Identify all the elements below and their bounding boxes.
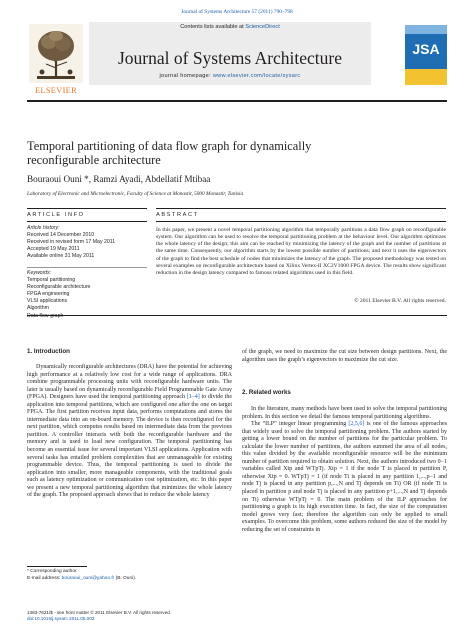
issn-line: 1383-7621/$ - see front matter © 2011 Elsevier B.V. All rights reserved. <box>27 610 172 615</box>
intro-text-part: to divide the application into temporal partitions, which are configured one after the one on target FPGA. The first partition receives input data, performs computations and stores the intermediate data into an on-board memory. The device is then reconfigured for the next partition, which computes results based on intermediate data from the previous partition. A controller interacts with both the reconfigurable hardware and the memory and is used to load new configuration. The temporal partitioning has become an essential issue for several important VLSI applications. Application with several tasks has entailed problem complexities that are unmanageable for existing programmable device. Thus, the temporal partitioning is used to divide the application into smaller, more manageable components, with the traditional goals such as latency optimization or communication cost optimization, etc. In this paper we present a new temporal partitioning algorithm that minimizes the whole latency of the graph. The proposed approach shows that to reduce the whole latency <box>27 394 232 499</box>
contents-prefix: Contents lists available at <box>180 24 246 30</box>
cover-title: JSA <box>412 41 440 57</box>
introduction-text <box>27 364 232 500</box>
journal-reference: Journal of Systems Architecture 57 (2011) 790–798 <box>181 9 293 15</box>
intro-continuation: of the graph, we need to maximize the cut size between design partitions. Next, the algorithm uses the graph’s eigenvectors to maximize the cut size. <box>242 349 447 363</box>
journal-homepage <box>89 73 371 79</box>
keywords-label: Keywords: <box>27 270 52 276</box>
citation-link[interactable]: [1–4] <box>186 394 200 401</box>
abstract-top-rule <box>156 208 446 209</box>
related-text-part: is one of the famous approaches that widely used to solve the temporal partitioning problem. The authors started by getting a lower bound on the number of partitions for the particular problem. To calculate the lower number of partitions, the authors summed the area of all nodes, this value divided by the available reconfigurable resource will be the minimum number of partition required to obtain solution. Next, the authors introduced two 0−1 variables called Xtp and WTpTj. Xtp = 1 if the node T is placed in partition P, otherwise Xtp = 0. WTpTj = 1 (if node Ti is placed in any partition 1,...,p−1 and node Tj is placed in any partition p,...,N and Tj depends on Ti) OR (if node Ti is placed in partition p and node Tj is placed in any partition p+1,...,N and Tj depends on Ti) otherwise WTpTj = 0. The main problem of the ILP approaches for partitioning a graph is its high execution time. In fact, the size of the computation model grows very fast; therefore the algorithm can only be applied to small examples. To overcome this problem, some authors reduced the size of the model by reducing the set of constraints in <box>242 421 447 533</box>
section-heading-related-works: 2. Related works <box>242 389 291 396</box>
related-text-part: The “ILP” integer linear programming <box>251 421 349 428</box>
keywords-rule <box>27 267 147 268</box>
front-matter-divider <box>27 315 447 316</box>
keywords-block <box>27 270 147 320</box>
article-history <box>27 225 147 260</box>
history-item: Received 14 December 2010 <box>27 232 95 239</box>
abstract-sub-rule <box>156 221 446 222</box>
article-info-label: ARTICLE INFO <box>27 212 85 218</box>
elsevier-tree-logo <box>27 22 85 85</box>
email-suffix: (B. Ouni). <box>114 575 137 581</box>
footnote <box>27 569 232 582</box>
affiliation: Laboratory of Electronic and Microelectronic, Faculty of Science at Monastir, 5000 Monastir, Tunisia <box>27 191 244 197</box>
elsevier-wordmark: ELSEVIER <box>35 86 77 95</box>
related-works-text <box>242 406 447 534</box>
homepage-link[interactable]: www.elsevier.com/locate/sysarc <box>212 73 301 79</box>
keyword: Reconfigurable architecture <box>27 284 91 291</box>
article-title: Temporal partitioning of data flow graph for dynamically reconfigurable architecture <box>27 139 312 167</box>
section-heading-introduction: 1. Introduction <box>27 348 70 355</box>
keyword: VLSI applications <box>27 298 68 305</box>
history-item: Accepted 19 May 2011 <box>27 246 80 253</box>
doi-link[interactable]: doi:10.1016/j.sysarc.2011.05.002 <box>27 616 95 622</box>
email-prefix: E-mail address: <box>27 575 62 581</box>
keyword: FPGA engineering <box>27 291 70 298</box>
intro-paragraph <box>27 364 232 500</box>
citation-link[interactable]: [2,5,6] <box>348 421 365 428</box>
history-item: Received in revised form 17 May 2011 <box>27 239 116 246</box>
keyword: Temporal partitioning <box>27 277 76 284</box>
homepage-prefix: journal homepage: <box>159 73 213 79</box>
intro-text-part: Dynamically reconfigurable architectures (DRA) have the potential for achieving high performance at a relatively low cost for a wide range of applications. DRA combine programmable processing units with reconfigurable hardware units. The later is usually based on dynamically reconfigurable Field Programmable Gate Array (FPGA). Designers have used the temporal partitioning approach <box>27 364 232 401</box>
history-item: Available online 31 May 2011 <box>27 253 95 260</box>
copyright: © 2011 Elsevier B.V. All rights reserved. <box>354 298 446 304</box>
abstract-label: ABSTRACT <box>156 212 199 218</box>
keyword <box>27 313 147 320</box>
contents-line <box>89 24 371 30</box>
article-info-sub-rule <box>27 221 147 222</box>
history-label: Article history: <box>27 225 60 231</box>
authors: Bouraoui Ouni *, Ramzi Ayadi, Abdellatif Mtibaa <box>27 174 211 184</box>
journal-header <box>27 22 447 95</box>
corresponding-author-note: * Corresponding author. <box>27 569 78 574</box>
journal-cover <box>405 25 447 85</box>
cover-top-band <box>405 25 447 34</box>
header-divider <box>27 100 447 102</box>
email-link[interactable]: bouraoui_ouni@yahoo.fr <box>61 575 115 581</box>
email-line <box>27 576 232 583</box>
footer-identifiers <box>27 610 232 623</box>
cover-bottom-band <box>405 69 447 85</box>
keyword: Algorithm <box>27 305 49 312</box>
right-column-top <box>242 349 447 364</box>
related-paragraph <box>242 421 447 534</box>
journal-title: Journal of Systems Architecture <box>117 48 343 68</box>
footnote-rule <box>27 566 87 567</box>
abstract-text: In this paper, we present a novel temporal partitioning algorithm that temporally partitions a data flow graph on reconfigurable system. Our algorithm can be used to resolve the temporal partitioning problem at the behaviour level. Our algorithm optimizes the whole latency of the design; this aim can be reached by minimizing the latency of the graph and the number of partitions at the same time. Consequently, our algorithm starts by the lowest possible number of partitions; and next it uses the eigenvectors of the graph to find the best schedule of nodes that minimizes the latency of the graph. The proposed methodology was tested on several examples on reconfigurable architecture based on Xilinx Vertex-II XC2V1000 FPGA device. The results show significant reduction in the design latency compared to famous related algorithms used in this field. <box>156 227 446 276</box>
sciencedirect-link[interactable]: ScienceDirect <box>245 24 280 30</box>
article-info-top-rule <box>27 208 147 209</box>
related-paragraph: In the literature, many methods have been used to solve the temporal partitioning problem. In this section we detail the famous temporal partitioning algorithms. <box>242 406 447 420</box>
